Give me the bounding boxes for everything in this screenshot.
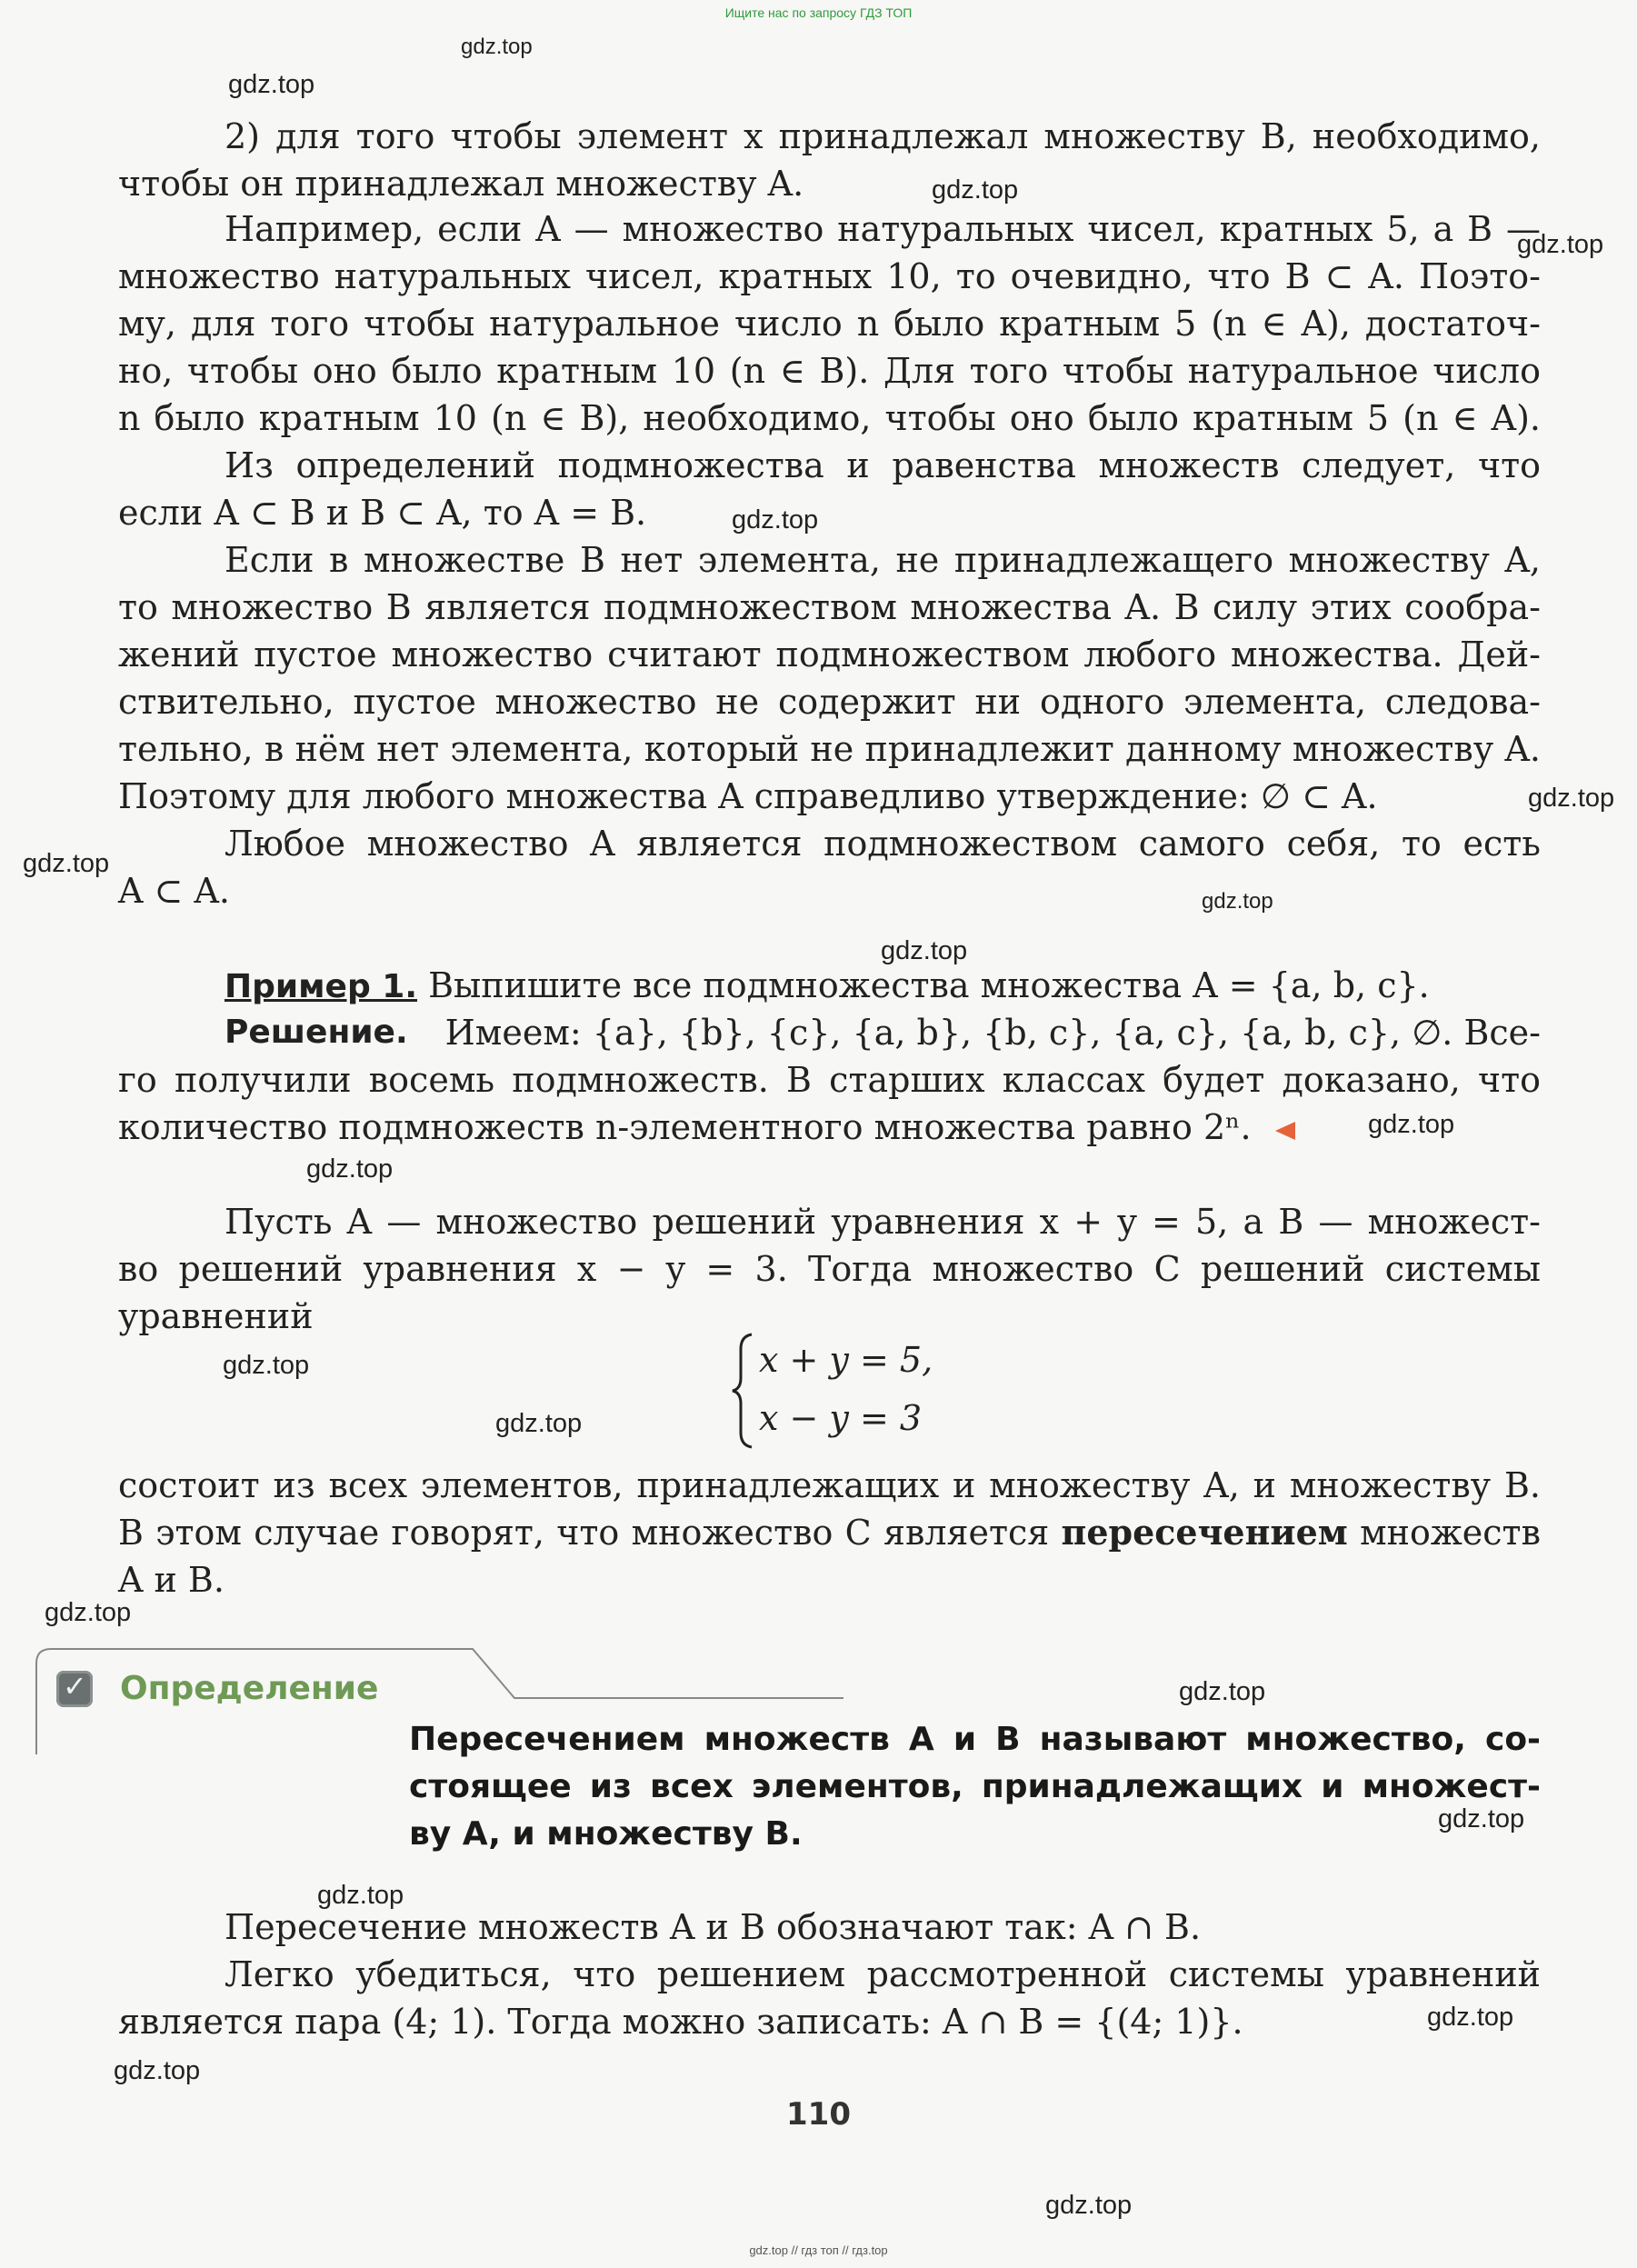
definition-title: Определение <box>120 1670 379 1707</box>
watermark: gdz.top <box>1438 1804 1525 1833</box>
text-line: n было кратным 10 (n ∈ B), необходимо, чтобы оно было кратным 5 (n ∈ A). <box>118 398 1541 438</box>
watermark: gdz.top <box>1045 2191 1133 2220</box>
text-line: жений пустое множество считают подмножеством любого множества. Дей- <box>118 634 1541 674</box>
system-brace <box>730 1333 755 1449</box>
text-line: является пара (4; 1). Тогда можно записать: A ∩ B = {(4; 1)}. <box>118 2002 1243 2042</box>
watermark: gdz.top <box>495 1409 583 1438</box>
text-line: му, для того чтобы натуральное число n было кратным 5 (n ∈ A), достаточ- <box>118 304 1541 344</box>
term-intersection: пересечением <box>1061 1512 1348 1553</box>
text-line: A ⊂ A. <box>118 871 230 911</box>
watermark: gdz.top <box>881 936 968 965</box>
top-note: Ищите нас по запросу ГДЗ ТОП <box>724 5 913 20</box>
text-line: во решений уравнения x − y = 3. Тогда множество C решений системы <box>118 1249 1541 1289</box>
definition-line: ву A, и множеству B. <box>409 1815 803 1853</box>
footer-note: gdz.top // гдз топ // гдз.top <box>749 2243 888 2257</box>
watermark: gdz.top <box>732 505 819 535</box>
text-line: Если в множестве B нет элемента, не принадлежащего множеству A, <box>225 540 1541 580</box>
text-line: то множество B является подмножеством множества A. В силу этих сообра- <box>118 587 1541 627</box>
text-line: уравнений <box>118 1296 314 1336</box>
text-line: A и B. <box>118 1560 225 1600</box>
solution-label: Решение. <box>225 1014 408 1051</box>
watermark: gdz.top <box>114 2056 201 2085</box>
watermark: gdz.top <box>228 70 315 99</box>
solution-line <box>225 1009 1541 1056</box>
system-equation-2: x − y = 3 <box>759 1398 923 1438</box>
example-last-line: количество подмножеств n-элементного множества равно 2ⁿ. <box>118 1107 1252 1147</box>
text-line: го получили восемь подмножеств. В старших классах будет доказано, что <box>118 1060 1541 1100</box>
watermark: gdz.top <box>461 35 533 59</box>
text-line <box>118 1509 1541 1556</box>
text-line: тельно, в нём нет элемента, который не принадлежит данному множеству A. <box>118 729 1541 769</box>
text-line: Например, если A — множество натуральных чисел, кратных 5, а B — <box>225 209 1541 249</box>
watermark: gdz.top <box>1528 784 1615 813</box>
watermark: gdz.top <box>1202 889 1273 914</box>
solution-text: Имеем: {a}, {b}, {c}, {a, b}, {b, c}, {a, c}, {a, b, c}, ∅. Все- <box>444 1013 1541 1053</box>
watermark: gdz.top <box>23 849 110 878</box>
page-number: 110 <box>786 2096 851 2133</box>
text-line: Легко убедиться, что решением рассмотренной системы уравнений <box>225 1954 1541 1994</box>
text-line: чтобы он принадлежал множеству A. <box>118 164 804 204</box>
watermark: gdz.top <box>1517 230 1604 259</box>
text-line <box>118 1104 1295 1151</box>
watermark: gdz.top <box>223 1351 310 1380</box>
definition-line: стоящее из всех элементов, принадлежащих и множест- <box>409 1768 1541 1805</box>
watermark: gdz.top <box>1179 1677 1266 1706</box>
text-line: Пусть A — множество решений уравнения x + y = 5, а B — множест- <box>225 1202 1541 1242</box>
text-line: множество натуральных чисел, кратных 10, то очевидно, что B ⊂ A. Поэто- <box>118 256 1541 296</box>
watermark: gdz.top <box>317 1881 404 1910</box>
example-label: Пример 1. <box>225 968 417 1005</box>
text-line: Из определений подмножества и равенства множеств следует, что <box>225 445 1541 485</box>
watermark: gdz.top <box>1368 1110 1455 1139</box>
text-line: ствительно, пустое множество не содержит ни одного элемента, следова- <box>118 682 1541 722</box>
watermark: gdz.top <box>932 175 1019 205</box>
example-task: Выпишите все подмножества множества A = {a, b, c}. <box>428 965 1430 1005</box>
text-line: если A ⊂ B и B ⊂ A, то A = B. <box>118 493 647 533</box>
checkbox-icon <box>56 1671 93 1707</box>
text-line: Любое множество A является подмножеством самого себя, то есть <box>225 824 1541 864</box>
example-line <box>225 962 1430 1011</box>
definition-line: Пересечением множеств A и B называют множество, со- <box>409 1721 1541 1758</box>
watermark: gdz.top <box>306 1154 394 1184</box>
end-of-solution-icon <box>1275 1122 1295 1140</box>
text-fragment: множеств <box>1360 1513 1541 1553</box>
watermark: gdz.top <box>1427 2003 1514 2032</box>
text-line: Пересечение множеств A и B обозначают так: A ∩ B. <box>225 1907 1202 1947</box>
watermark: gdz.top <box>45 1598 132 1627</box>
text-line: но, чтобы оно было кратным 10 (n ∈ B). Для того чтобы натуральное число <box>118 351 1541 391</box>
text-line: 2) для того чтобы элемент x принадлежал множеству B, необходимо, <box>225 116 1541 156</box>
system-equation-1: x + y = 5, <box>759 1340 933 1380</box>
text-line: Поэтому для любого множества A справедливо утверждение: ∅ ⊂ A. <box>118 776 1378 816</box>
text-fragment: В этом случае говорят, что множество C является <box>118 1513 1050 1553</box>
text-line: состоит из всех элементов, принадлежащих и множеству A, и множеству B. <box>118 1465 1541 1505</box>
